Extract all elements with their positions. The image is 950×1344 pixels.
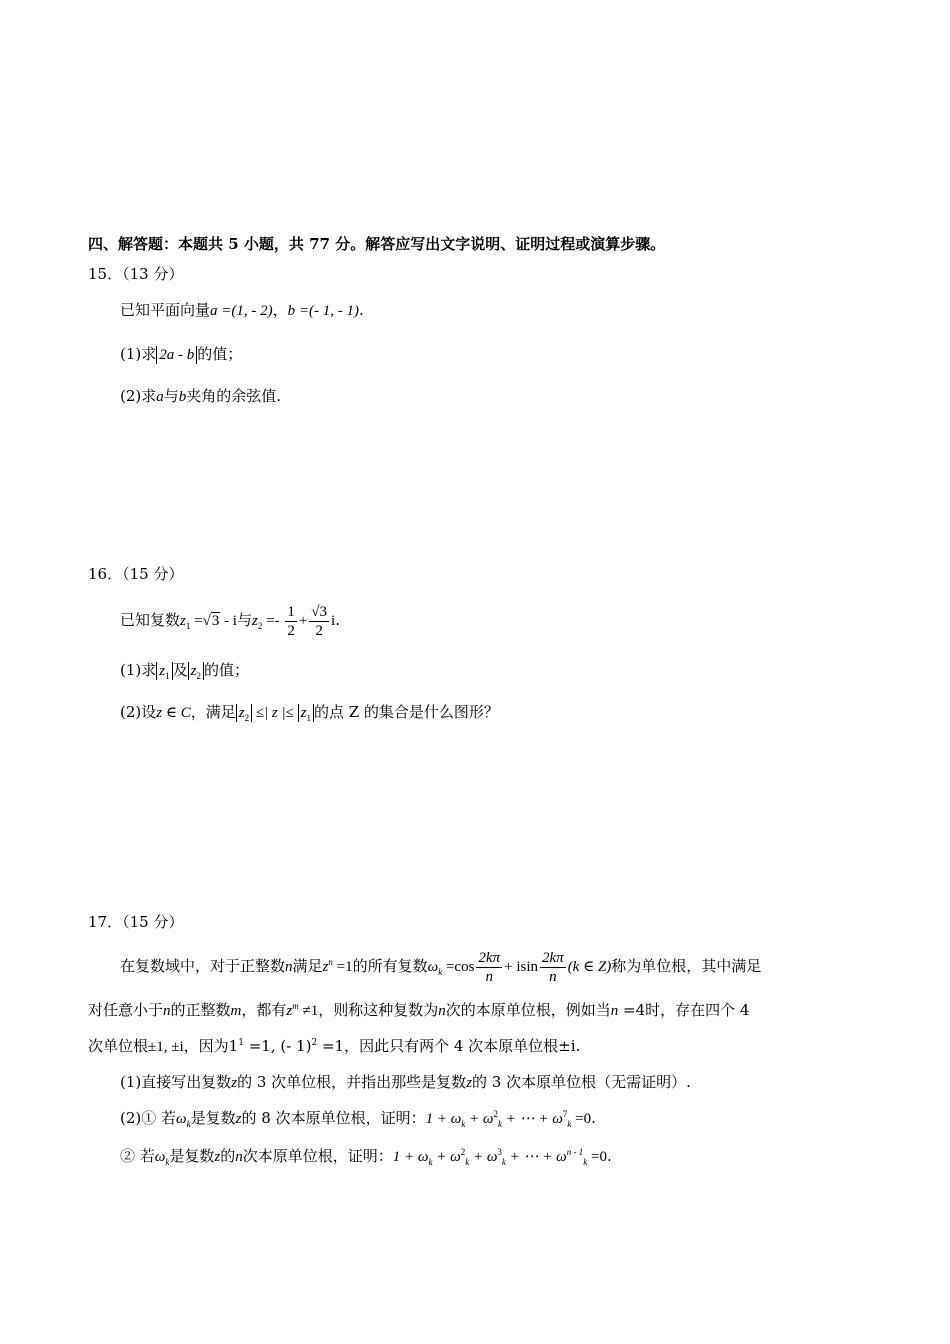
q17-l3-a: 次单位根 [88, 1037, 149, 1055]
q16-stem [120, 598, 340, 642]
q17-p3-eq-sub3: k [501, 1157, 506, 1167]
q15-p1-prefix: (1)求 [120, 345, 157, 363]
q17-p2-end: . [591, 1109, 596, 1127]
q16-z1-subscript: 1 [185, 621, 191, 631]
q17-p2-c: 的 8 次本原单位根，证明： [241, 1109, 426, 1127]
q15-p2-b: b [178, 389, 187, 405]
q15-header [88, 264, 183, 284]
q17-p3-a: ② 若 [120, 1147, 155, 1165]
q17-l1-z: z [322, 959, 329, 975]
q17-l2-m: m [230, 1003, 242, 1019]
q16-frac2-numerator: √3 [311, 604, 328, 621]
q17-l1-fraction-sin [540, 949, 566, 986]
q17-l1-omega-sub: k [438, 967, 443, 977]
q17-l3-b: ，因为 [183, 1037, 229, 1055]
q17-p1-a: (1)直接写出复数 [120, 1073, 232, 1091]
q15-p2-suffix: 夹角的余弦值. [186, 387, 282, 405]
q17-l3-m2: =1, (- 1) [243, 1037, 312, 1055]
q17-p3-eq-subn: k [583, 1157, 588, 1167]
q17-l3-roots: ±1, ±i [148, 1039, 184, 1055]
q17-line1 [120, 944, 761, 988]
q17-line2 [88, 1000, 749, 1021]
q17-l2-z-power [286, 1003, 318, 1019]
q16-p1-mid: 及 [172, 661, 188, 679]
q15-vector-a: a =(1, - 2) [210, 303, 273, 319]
q16-z2-definition [252, 604, 336, 640]
section-title-text: 四、解答题：本题共 5 小题，共 77 分。解答应写出文字说明、证明过程或演算步骤。 [88, 235, 666, 253]
q17-l1-a: 在复数域中，对于正整数 [120, 957, 286, 975]
q16-p2-z2: z [238, 705, 245, 721]
q16-stem-end: . [335, 611, 340, 629]
q17-p3-eq-supn: n - 1 [566, 1147, 584, 1157]
q16-z2-equals: =- [262, 613, 284, 629]
q17-p2-equation [426, 1111, 592, 1127]
q17-l3-c: ，因此只有两个 4 次本原单位根 [344, 1037, 559, 1055]
q16-p1-prefix: (1)求 [120, 661, 157, 679]
q17-l2-a: 对任意小于 [88, 1001, 164, 1019]
q15-p1-suffix: 的值； [197, 345, 243, 363]
q17-l2-eq4: =4 [618, 1001, 646, 1019]
q16-p2-prefix: (2)设 [120, 703, 157, 721]
q16-z2-tail: i [331, 613, 336, 629]
q17-l3-m1-sup: 1 [238, 1038, 244, 1048]
q16-z2-subscript: 2 [257, 621, 263, 631]
q16-p1-abs-z1 [156, 662, 172, 680]
q17-l2-c: ，都有 [241, 1001, 287, 1019]
q17-p2-a: (2)① 若 [120, 1109, 177, 1127]
q17-part1 [120, 1072, 691, 1093]
q17-l1-isin: + isin [504, 959, 538, 975]
q16-p2-z2-sub: 2 [244, 713, 250, 723]
q17-l1-f1-num: 2kπ [478, 950, 501, 967]
q17-p3-eq-sup3: 3 [497, 1147, 502, 1157]
q17-l2-n: n [163, 1003, 171, 1019]
q16-part1 [120, 660, 249, 680]
q17-p1-b: 的 3 次单位根，并指出那些是复数 [237, 1073, 467, 1091]
q16-frac1-numerator: 1 [287, 604, 295, 621]
q16-p1-suffix: 的值； [203, 661, 249, 679]
q17-l2-n3: n [610, 1003, 619, 1019]
q17-l1-fraction-cos [476, 949, 502, 986]
q15-stem-end: . [359, 301, 364, 319]
q17-l2-e: 次的本原单位根，例如当 [445, 1001, 611, 1019]
q16-z1-symbol: z [180, 613, 186, 629]
q16-p2-z1: z [300, 705, 307, 721]
q17-l1-n: n [285, 959, 293, 975]
q17-l1-f2-num: 2kπ [542, 950, 564, 967]
q17-p2-eq-sub1: k [461, 1119, 466, 1129]
q17-l3-powers [229, 1037, 344, 1055]
q16-z1-tail: - i [220, 613, 237, 629]
q17-l3-m1: 1 [228, 1037, 239, 1055]
q17-p2-omega [176, 1111, 191, 1127]
q15-p2-mid: 与 [163, 387, 179, 405]
q17-p2-eq-sup7: 7 [562, 1109, 568, 1119]
q17-l3-pm-i: ±i [558, 1037, 576, 1055]
q16-z1-definition: $z_1 =√3 - i$ [180, 613, 237, 631]
q16-p2-abs-z1 [298, 704, 314, 722]
q16-header [88, 564, 183, 584]
q17-p3-omega-symbol: ω [154, 1149, 166, 1165]
q17-l2-b: 的正整数 [170, 1001, 231, 1019]
q15-header-text: 15．（13 分） [88, 265, 184, 283]
q16-p1-z2-sub: 2 [196, 671, 201, 681]
q17-l1-b: 满足 [292, 957, 323, 975]
q17-l2-z-sup: m [292, 1001, 299, 1011]
q16-frac2-denominator: 2 [315, 623, 323, 640]
q17-p3-c: 的 [220, 1147, 236, 1165]
q16-frac1-denominator: 2 [287, 623, 295, 640]
q17-p2-eq-d: =0 [571, 1111, 592, 1127]
q15-part2 [120, 386, 281, 407]
q17-p3-eq-a: 1 + ω [392, 1149, 429, 1165]
q17-l1-cos: =cos [442, 959, 475, 975]
q16-z1-sqrt: 3 [211, 613, 220, 629]
q16-stem-prefix: 已知复数 [120, 611, 181, 629]
q16-p1-z1-sub: 1 [165, 671, 170, 681]
q15-stem [120, 300, 364, 321]
q17-l3-m3: =1 [317, 1037, 345, 1055]
q16-part2 [120, 702, 499, 723]
q17-l3-end: . [575, 1037, 581, 1055]
q17-p3-omega-sub: k [165, 1157, 170, 1167]
q16-p2-z1-sub: 1 [306, 713, 311, 723]
q17-p2-eq-b: + ω [465, 1111, 494, 1127]
q17-l1-f2-den: n [549, 969, 557, 986]
q16-p2-suffix: 的点 Z 的集合是什么图形？ [313, 703, 499, 721]
q16-z1-equals: = [190, 613, 203, 629]
q16-p2-z-in-c: z ∈ C [156, 705, 191, 721]
q16-p1-abs-z2 [188, 662, 204, 680]
q17-p3-z: z [214, 1149, 221, 1165]
q16-p2-abs-z2 [236, 704, 252, 722]
q17-p3-eq-c: + ω [469, 1149, 498, 1165]
q15-vector-b: b =(- 1, - 1) [287, 303, 359, 319]
q16-z2-symbol: z [252, 613, 258, 629]
q17-l2-z: z [286, 1003, 293, 1019]
q15-p1-abs-expression: 2a - b [156, 346, 197, 364]
q17-p1-z2: z [466, 1075, 473, 1091]
q17-p2-eq-a: 1 + ω [425, 1111, 462, 1127]
q17-p3-n: n [235, 1149, 243, 1165]
q16-p2-inequality: ≤| z |≤ [252, 705, 298, 721]
q17-line3 [88, 1036, 580, 1057]
q17-p3-eq-sub1: k [428, 1157, 433, 1167]
q17-l1-c: 的所有复数 [352, 957, 428, 975]
q15-stem-prefix: 已知平面向量 [120, 301, 211, 319]
q17-l1-k-in-z: (k ∈ Z) [567, 959, 612, 975]
q17-l1-z-sup: n [328, 957, 333, 967]
q17-p3-eq-sub2: k [465, 1157, 470, 1167]
q16-p1-z1: z [159, 663, 166, 679]
q17-p2-eq-c: + ⋯ + ω [502, 1111, 563, 1127]
q15-p2-a: a [156, 389, 164, 405]
q17-l3-m2-sup: 2 [311, 1038, 318, 1048]
q16-fraction-sqrt3-half [309, 603, 329, 640]
q17-p3-equation [393, 1149, 607, 1165]
q17-p3-eq-e: =0 [587, 1149, 607, 1165]
q17-p2-z: z [235, 1111, 242, 1127]
q17-p2-omega-symbol: ω [176, 1111, 187, 1127]
section-title [88, 234, 665, 254]
q16-p1-z2: z [190, 663, 197, 679]
q17-p2-omega-sub: k [186, 1119, 191, 1129]
q17-p3-eq-d: + ⋯ + ω [505, 1149, 567, 1165]
q16-header-text: 16．（15 分） [88, 565, 184, 583]
q17-l1-f1-den: n [485, 969, 494, 986]
q15-p2-prefix: (2)求 [120, 387, 157, 405]
q17-l1-z-power [323, 959, 353, 975]
q17-header [88, 912, 183, 932]
q17-part2-2 [120, 1146, 612, 1167]
q17-p3-b: 是复数 [169, 1147, 215, 1165]
q17-part2-1 [120, 1108, 596, 1129]
q16-p2-mid: ，满足 [190, 703, 236, 721]
q17-p3-end: . [606, 1147, 612, 1165]
q17-l2-d: ，则称这种复数为 [318, 1001, 439, 1019]
q17-l1-d: 称为单位根，其中满足 [611, 957, 762, 975]
q17-p1-c: 的 3 次本原单位根（无需证明）. [472, 1073, 691, 1091]
q17-p2-eq-sub2: k [498, 1119, 503, 1129]
q17-p3-eq-b: + ω [432, 1149, 461, 1165]
q16-mid: 与 [236, 611, 252, 629]
q17-p3-d: 次本原单位根，证明： [242, 1147, 393, 1165]
q16-plus: + [298, 613, 308, 629]
q17-p2-b: 是复数 [190, 1109, 236, 1127]
q17-l1-eq: =1 [332, 959, 353, 975]
q17-p1-z: z [231, 1075, 238, 1091]
q17-header-text: 17．（15 分） [88, 913, 184, 931]
q17-l1-omega: ω [427, 959, 439, 975]
q16-fraction-one-half [285, 603, 297, 640]
q17-l2-n2: n [438, 1003, 446, 1019]
q17-l2-f: 时，存在四个 4 [645, 1001, 750, 1019]
q15-separator: ， [272, 301, 288, 319]
q15-part1 [120, 344, 242, 364]
q17-l2-neq: ≠1 [298, 1003, 319, 1019]
q17-p2-eq-sup2: 2 [493, 1109, 499, 1119]
q17-p3-omega [155, 1149, 170, 1165]
q17-p3-eq-sup2: 2 [460, 1147, 466, 1157]
q17-p2-eq-sub7: k [567, 1119, 572, 1129]
